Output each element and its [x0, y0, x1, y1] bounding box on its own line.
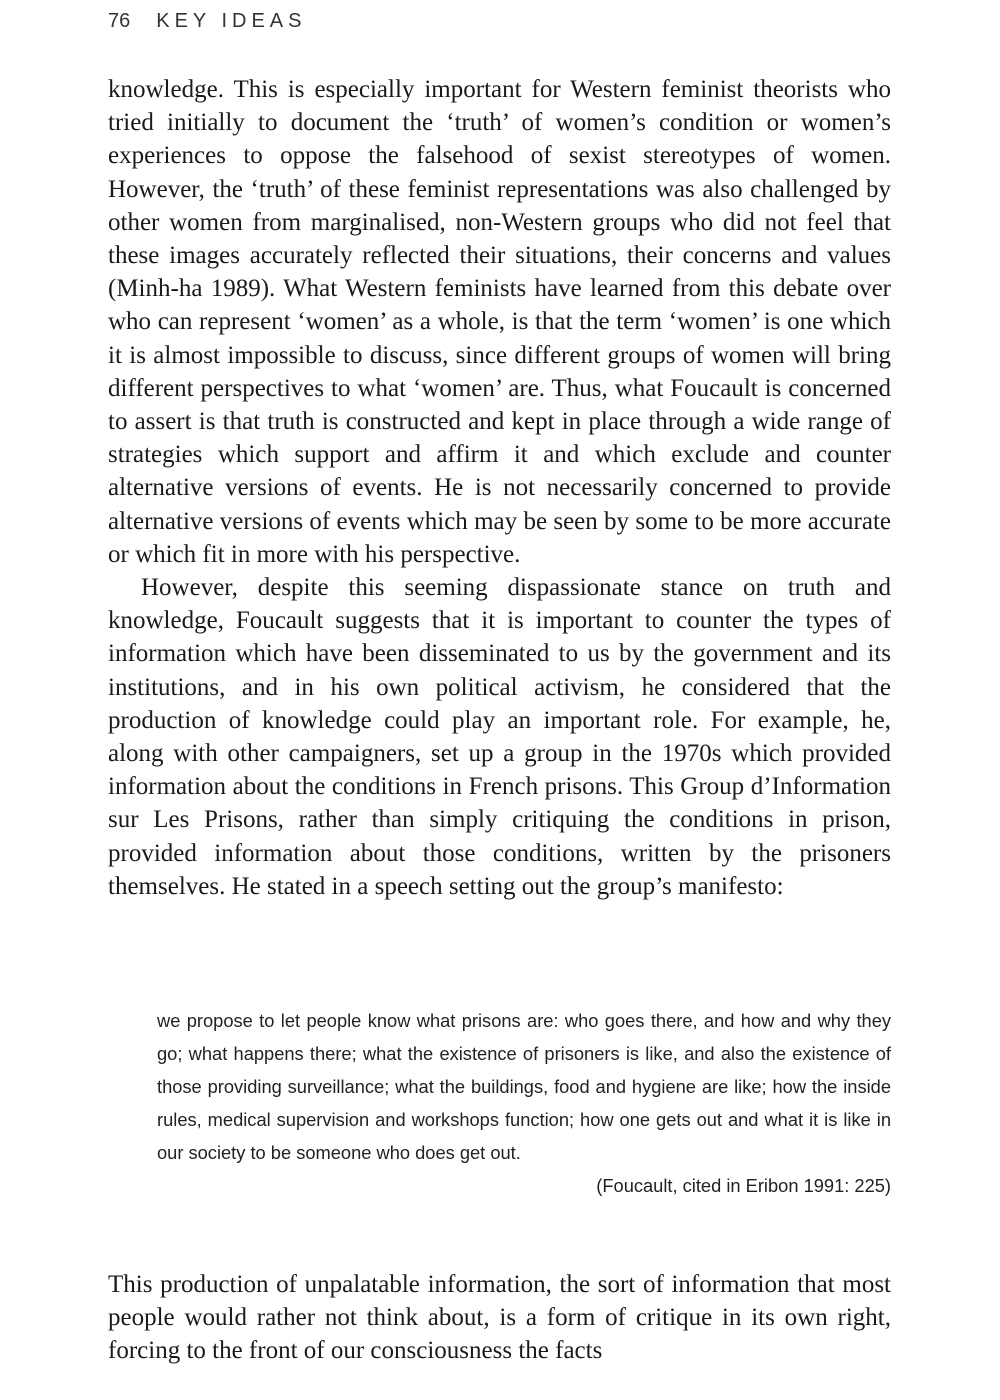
- block-quote-text: we propose to let people know what prisons are: who goes there, and how and why they go; what happens there; what the existence of prisoners is like, and also the existence of those providing surveillance; what the buildings, food and hygiene are like; how the inside rules, medical supervision and workshops function; how one gets out and what it is like in our society to be someone who does get out.: [157, 1010, 891, 1164]
- paragraph-3: This production of unpalatable information, the sort of information that most people would rather not think about, is a form of critique in its own right, forcing to the front of our consciousness the facts: [108, 1271, 891, 1365]
- block-quote: [157, 1004, 891, 1203]
- page-number: 76: [108, 10, 131, 32]
- quote-citation: (Foucault, cited in Eribon 1991: 225): [596, 1175, 891, 1197]
- section-title: KEY IDEAS: [156, 10, 307, 32]
- paragraph-2: However, despite this seeming dispassionate stance on truth and knowledge, Foucault suggests that it is important to counter the types of information which have been disseminated to us by the government and its institutions, and in his own political activism, he considered that the production of knowledge could play an important role. For example, he, along with other campaigners, set up a group in the 1970s which provided information about the conditions in French prisons. This Group d’Information sur Les Prisons, rather than simply critiquing the conditions in prison, provided information about those conditions, written by the prisoners themselves. He stated in a speech setting out the group’s manifesto:: [108, 574, 891, 900]
- running-head: [108, 10, 306, 33]
- paragraph-1: knowledge. This is especially important for Western feminist theorists who tried initially to document the ‘truth’ of women’s condition or women’s experiences to oppose the falsehood of sexist stereotypes of women. However, the ‘truth’ of these feminist representations was also challenged by other women from marginalised, non-Western groups who did not feel that these images accurately reflected their situations, their concerns and values (Minh-ha 1989). What Western feminists have learned from this debate over who can represent ‘women’ as a whole, is that the term ‘women’ is one which it is almost impossible to discuss, since different groups of women will bring different perspectives to what ‘women’ are. Thus, what Foucault is concerned to assert is that truth is constructed and kept in place through a wide range of strategies which support and affirm it and which exclude and counter alternative versions of events. He is not necessarily concerned to provide alternative versions of events which may be seen by some to be more accurate or which fit in more with his perspective.: [108, 76, 891, 568]
- body-text: [108, 73, 891, 903]
- closing-text: [108, 1268, 891, 1368]
